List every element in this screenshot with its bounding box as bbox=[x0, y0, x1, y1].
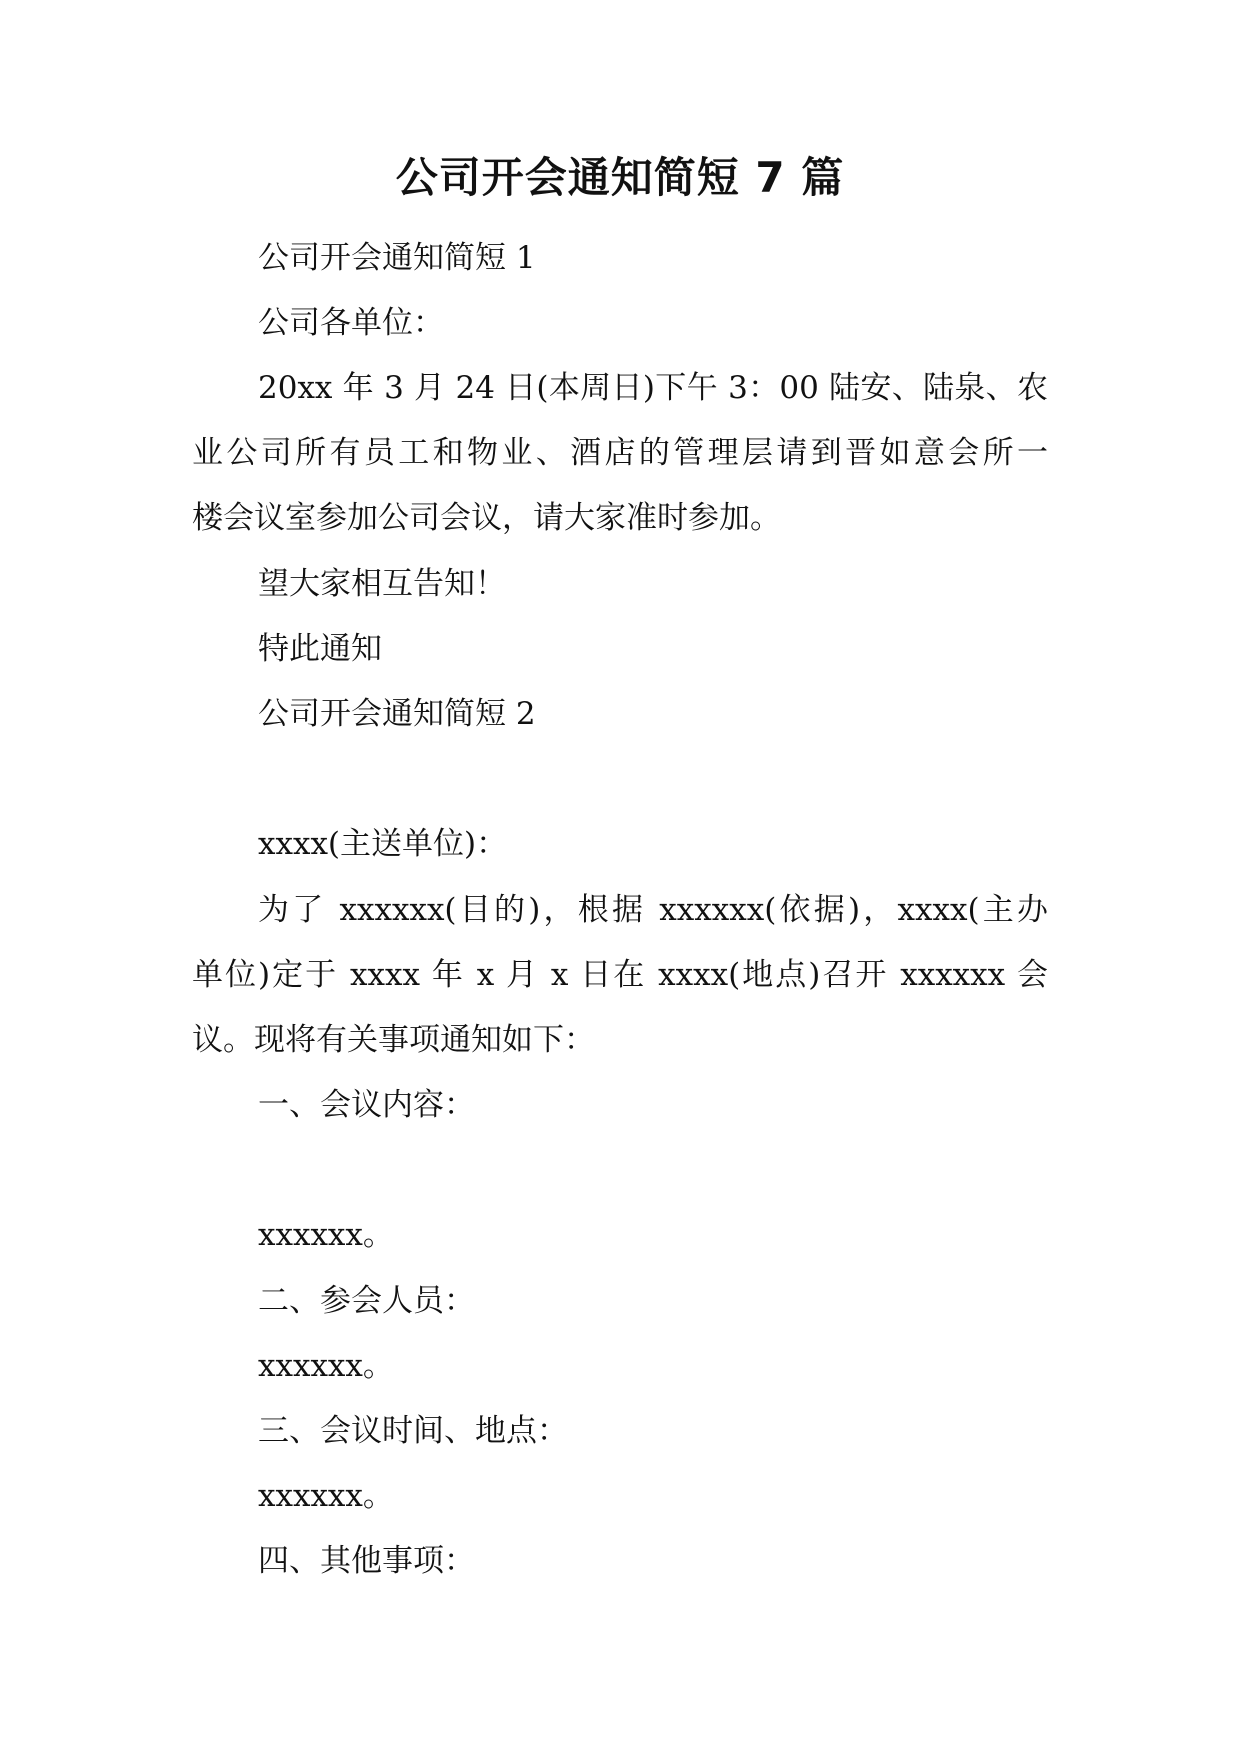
item-content-1: xxxxxx。 bbox=[258, 1217, 394, 1253]
section-heading-1: 公司开会通知简短 1 bbox=[258, 240, 536, 276]
salutation-2: xxxx(主送单位)： bbox=[258, 826, 508, 862]
item-heading-3: 三、会议时间、地点： bbox=[258, 1413, 568, 1449]
notice-line: 望大家相互告知！ bbox=[258, 566, 506, 602]
section-heading-2: 公司开会通知简短 2 bbox=[258, 696, 536, 732]
item-heading-2: 二、参会人员： bbox=[258, 1283, 475, 1319]
paragraph-2-line-3: 议。现将有关事项通知如下： bbox=[192, 1022, 595, 1058]
document-title: 公司开会通知简短 7 篇 bbox=[395, 153, 845, 202]
paragraph-2-line-2: 单位)定于 xxxx 年 x 月 x 日在 xxxx(地点)召开 xxxxxx 会 bbox=[192, 957, 1048, 993]
paragraph-1-line-1: 20xx 年 3 月 24 日(本周日)下午 3：00 陆安、陆泉、农 bbox=[258, 370, 1048, 406]
item-content-2: xxxxxx。 bbox=[258, 1348, 394, 1384]
paragraph-2-line-1: 为了 xxxxxx(目的)，根据 xxxxxx(依据)，xxxx(主办 bbox=[258, 892, 1048, 928]
closing-line: 特此通知 bbox=[258, 631, 382, 667]
paragraph-1-line-3: 楼会议室参加公司会议，请大家准时参加。 bbox=[192, 500, 781, 536]
paragraph-1-line-2: 业公司所有员工和物业、酒店的管理层请到晋如意会所一 bbox=[192, 435, 1048, 471]
item-heading-4: 四、其他事项： bbox=[258, 1543, 475, 1579]
salutation-1: 公司各单位： bbox=[258, 305, 444, 341]
item-heading-1: 一、会议内容： bbox=[258, 1087, 475, 1123]
item-content-3: xxxxxx。 bbox=[258, 1478, 394, 1514]
